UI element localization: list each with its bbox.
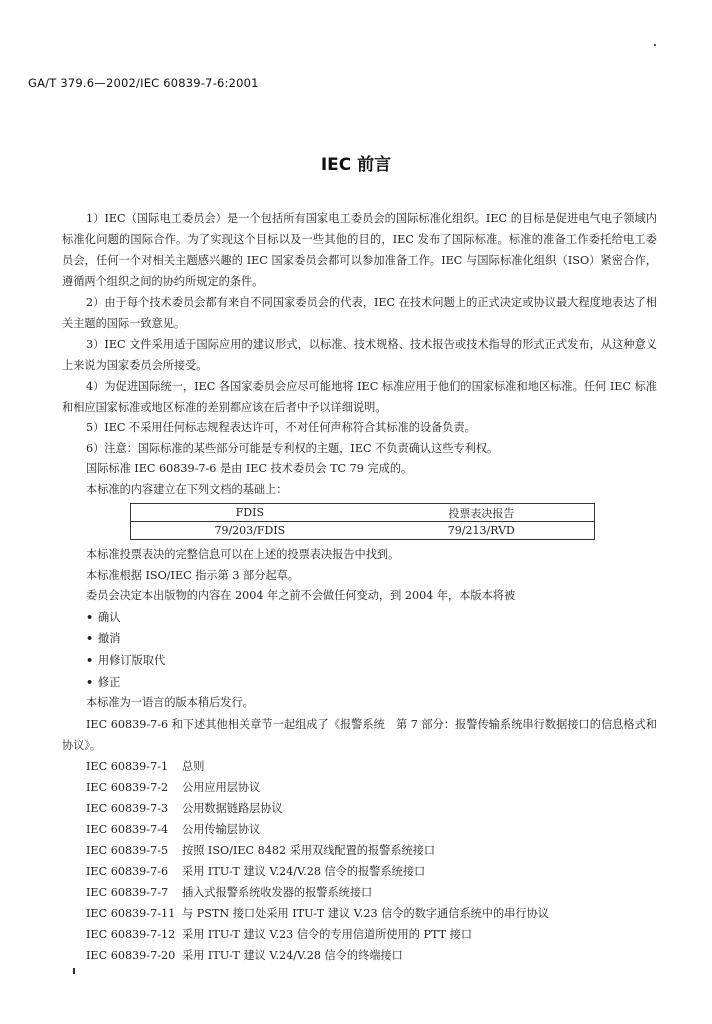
part-code: IEC 60839-7-3 — [86, 801, 169, 815]
list-item: • 修正 — [62, 672, 657, 694]
paragraph-3: 3）IEC 文件采用适于国际应用的建议形式，以标准、技术规格、技术报告或技术指导的形式正式发布，从这种意义上来说为国家委员会所接受。 — [62, 338, 657, 372]
part-title: 公用数据链路层协议 — [182, 801, 283, 815]
bullet-icon: • — [86, 652, 94, 667]
part-code: IEC 60839-7-20 — [86, 948, 176, 962]
part-item — [62, 861, 657, 882]
part-code: IEC 60839-7-11 — [86, 906, 176, 920]
part-code: IEC 60839-7-12 — [86, 927, 176, 941]
list-item: • 确认 — [62, 607, 657, 629]
part-title: 总则 — [182, 759, 205, 773]
paragraph-2: 2）由于每个技术委员会都有来自不同国家委员会的代表，IEC 在技术问题上的正式决定或协议最大程度地表达了相关主题的国际一致意见。 — [62, 296, 657, 330]
drafting-rules: 本标准根据 ISO/IEC 指示第 3 部分起草。 — [86, 568, 299, 582]
standard-code-header: GA/T 379.6—2002/IEC 60839-7-6:2001 — [28, 76, 259, 90]
table-header-report: 投票表决报告 — [369, 504, 595, 522]
part-title: 插入式报警系统收发器的报警系统接口 — [182, 885, 373, 899]
part-title: 公用传输层协议 — [182, 822, 261, 836]
part-item — [62, 798, 657, 819]
basis-statement: 本标准的内容建立在下列文档的基础上： — [86, 482, 288, 496]
series-statement: IEC 60839-7-6 和下述其他相关章节一起组成了《报警系统 第 7 部分：报警传输系统串行数据接口的信息格式和协议》。 — [62, 717, 657, 752]
paragraph-4: 4）为促进国际统一，IEC 各国家委员会应尽可能地将 IEC 标准应用于他们的国家标准和地区标准。任何 IEC 标准和相应国家标准或地区标准的差别都应该在后者中予以详细说明。 — [62, 380, 657, 414]
part-code: IEC 60839-7-5 — [86, 843, 169, 857]
voting-info: 本标准投票表决的完整信息可以在上述的投票表决报告中找到。 — [86, 548, 400, 561]
part-item — [62, 945, 657, 966]
list-item: • 撤消 — [62, 628, 657, 650]
bullet-icon: • — [86, 609, 94, 624]
part-title: 与 PSTN 接口处采用 ITU-T 建议 V.23 信令的数字通信系统中的串行协议 — [182, 906, 549, 920]
part-code: IEC 60839-7-2 — [86, 780, 169, 794]
part-item — [62, 924, 657, 945]
ballot-table — [130, 503, 595, 540]
table-row — [131, 522, 595, 540]
table-header-row — [131, 504, 595, 522]
page-edge-mark — [73, 968, 75, 974]
part-item — [62, 819, 657, 840]
corner-mark — [654, 44, 656, 46]
maintenance-statement: 委员会决定本出版物的内容在 2004 年之前不会做任何变动，到 2004 年，本版本将被 — [86, 589, 516, 602]
part-code: IEC 60839-7-6 — [86, 864, 169, 878]
table-cell-rvd: 79/213/RVD — [447, 524, 515, 537]
part-item — [62, 756, 657, 777]
page-title: IEC 前言 — [320, 155, 392, 175]
preface-body — [62, 208, 657, 966]
part-code: IEC 60839-7-7 — [86, 885, 169, 899]
part-title: 按照 ISO/IEC 8482 采用双线配置的报警系统接口 — [182, 843, 436, 857]
part-code: IEC 60839-7-4 — [86, 822, 169, 836]
paragraph-5: 5）IEC 不采用任何标志规程表达许可，不对任何声称符合其标准的设备负责。 — [86, 421, 476, 434]
part-title: 采用 ITU-T 建议 V.24/V.28 信令的终端接口 — [182, 948, 403, 962]
part-title: 采用 ITU-T 建议 V.24/V.28 信令的报警系统接口 — [182, 864, 426, 878]
part-item — [62, 777, 657, 798]
bullet-icon: • — [86, 674, 94, 689]
part-item — [62, 882, 657, 903]
table-header-fdis: FDIS — [131, 504, 369, 522]
part-title: 公用应用层协议 — [182, 780, 261, 794]
part-title: 采用 ITU-T 建议 V.23 信令的专用信道所使用的 PTT 接口 — [182, 927, 473, 941]
list-item: • 用修订版取代 — [62, 650, 657, 672]
table-cell-fdis: 79/203/FDIS — [214, 524, 286, 537]
paragraph-6: 6）注意：国际标准的某些部分可能是专利权的主题，IEC 不负责确认这些专利权。 — [86, 441, 499, 455]
paragraph-1: 1）IEC（国际电工委员会）是一个包括所有国家电工委员会的国际标准化组织。IEC 的目标是促进电气电子领域内标准化问题的国际合作。为了实现这个目标以及一些其他的目的，IEC 发布了国际标准。标准的准备工作委托给电工委员会，任何一个对相关主题感兴趣的 IEC 国家委员会都可以参加准备工作。IEC 与国际标准化组织（ISO）紧密合作，遵循两个组织之间的协约所规定的条件。 — [62, 212, 657, 288]
tc-statement: 国际标准 IEC 60839-7-6 是由 IEC 技术委员会 TC 79 完成的。 — [86, 462, 413, 475]
part-code: IEC 60839-7-1 — [86, 759, 169, 773]
part-item — [62, 903, 657, 924]
language-note: 本标准为一语言的版本稍后发行。 — [86, 696, 254, 710]
part-item — [62, 840, 657, 861]
bullet-icon: • — [86, 631, 94, 646]
